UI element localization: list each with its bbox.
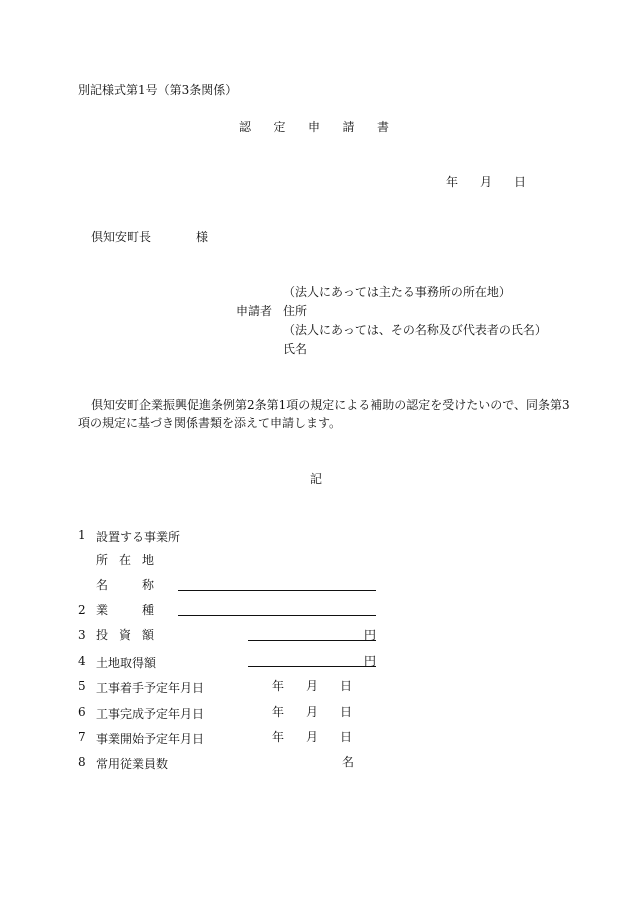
item-label: 設置する事業所 (96, 530, 181, 544)
date-year: 年 (272, 730, 285, 744)
item-number: 3 (78, 628, 86, 642)
item-label: 土地取得額 (96, 656, 157, 670)
item4-unit: 円 (364, 654, 377, 668)
label-char: 額 (141, 628, 154, 642)
title-char: 請 (342, 120, 355, 134)
item1-location-label (96, 553, 154, 567)
title-char: 定 (273, 120, 286, 134)
item-label: 常用従業員数 (96, 757, 169, 771)
item-number: 1 (78, 528, 86, 542)
item-number: 6 (78, 705, 86, 719)
body-text-line-1: 倶知安町企業振興促進条例第2条第1項の規定による補助の認定を受けたいので、同条第3 (91, 398, 570, 412)
title-char: 書 (376, 120, 389, 134)
form-number: 別記様式第1号（第3条関係） (78, 83, 238, 97)
item6-date (272, 705, 352, 719)
title-char: 申 (307, 120, 320, 134)
name-note: （法人にあっては、その名称及び代表者の氏名） (283, 323, 547, 337)
date-month: 月 (305, 730, 318, 744)
item-number: 8 (78, 755, 86, 769)
item-label: 事業開始予定年月日 (96, 732, 205, 746)
label-char: 地 (141, 553, 154, 567)
list-item (78, 528, 378, 542)
item3-underline (248, 640, 376, 641)
date-day: 日 (339, 730, 352, 744)
label-char: 称 (141, 578, 154, 592)
date-day: 日 (339, 679, 352, 693)
addressee-name: 倶知安町長 (91, 230, 152, 244)
item-number: 7 (78, 730, 86, 744)
item-number: 4 (78, 654, 86, 668)
date-month: 月 (479, 175, 492, 189)
name-label: 氏名 (283, 342, 308, 356)
date-month: 月 (305, 705, 318, 719)
label-char: 種 (141, 603, 154, 617)
item8-unit: 名 (342, 755, 355, 769)
label-char: 名 (96, 578, 109, 592)
addressee-honorific: 様 (196, 230, 209, 244)
label-char: 業 (96, 603, 109, 617)
item-number: 2 (78, 603, 86, 617)
item-label: 工事完成予定年月日 (96, 707, 205, 721)
item-label (96, 628, 154, 642)
address-note: （法人にあっては主たる事務所の所在地） (283, 285, 511, 299)
applicant-label: 申請者 (236, 304, 273, 318)
item-label: 工事着手予定年月日 (96, 681, 205, 695)
document-title (239, 120, 389, 134)
date-month: 月 (305, 679, 318, 693)
date-day: 日 (339, 705, 352, 719)
item4-underline (248, 666, 376, 667)
body-text-line-2: 項の規定に基づき関係書類を添えて申請します。 (78, 416, 342, 430)
label-char: 投 (96, 628, 109, 642)
label-char: 在 (118, 553, 131, 567)
date-day: 日 (513, 175, 526, 189)
item2-underline (178, 615, 376, 616)
date-year: 年 (272, 679, 285, 693)
item7-date (272, 730, 352, 744)
item1-name-label (96, 578, 154, 592)
item-number: 5 (78, 679, 86, 693)
item3-unit: 円 (364, 628, 377, 642)
date-year: 年 (272, 705, 285, 719)
item5-date (272, 679, 352, 693)
address-label: 住所 (283, 304, 308, 318)
date-year: 年 (446, 175, 459, 189)
ki-heading: 記 (310, 472, 323, 486)
date-line (446, 175, 526, 189)
item-label (96, 603, 154, 617)
label-char: 資 (118, 628, 131, 642)
label-char: 所 (96, 553, 109, 567)
item1-name-underline (178, 590, 376, 591)
list-item (78, 755, 378, 769)
title-char: 認 (239, 120, 252, 134)
